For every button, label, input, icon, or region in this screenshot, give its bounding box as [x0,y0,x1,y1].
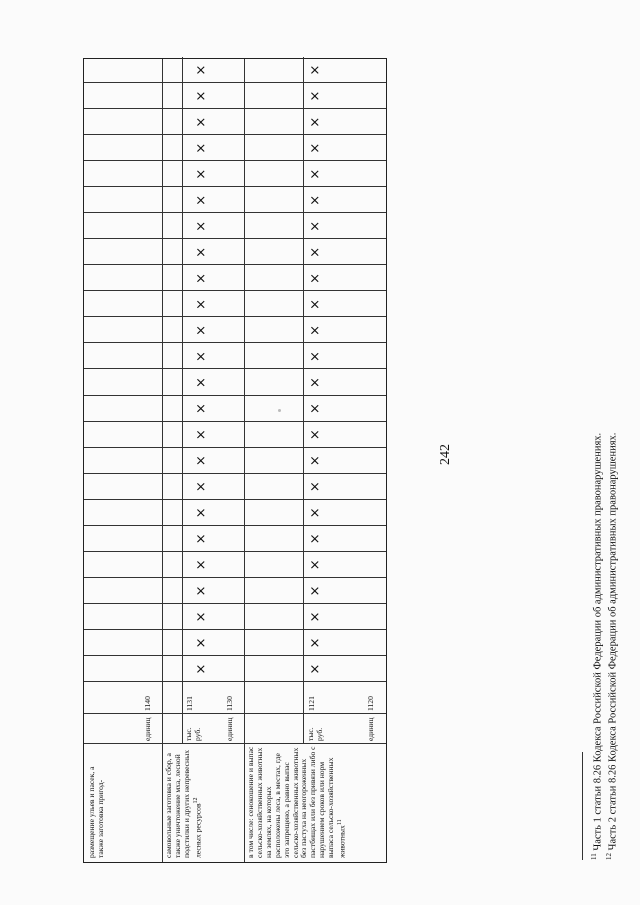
row1121-cross-mark: × [308,246,323,258]
data-column-divider [84,108,386,109]
data-column-divider [84,395,386,396]
scan-speck [278,409,281,412]
row1131-cross-mark: × [194,351,209,362]
data-column-divider [84,473,386,474]
row1131-cross-mark: × [194,403,209,415]
column-divider [84,681,386,682]
footnote-12-text: Часть 2 статьи 8.26 Кодекса Российской Федерации об административных правонарушениях. [607,432,619,851]
data-column-divider [84,342,386,343]
row1131-cross-mark: × [194,533,209,545]
row-1120-label: в том числе: сенокошение и выпас сельско-хозяйственных животных на землях, на которых расположены леса, в местах, где это запрещено, а равно выпас сельско-хозяйственных животных без пастуха на неогороженных пастбищах или без привязи либо с нарушением сроков или норм выпаса сельско-хозяйственных животных$^{11}$ [246,746,347,858]
row1121-cross-mark: × [308,533,323,545]
data-column-divider [84,212,386,213]
row1131-cross-mark: × [194,220,209,232]
column-divider [84,743,386,744]
row1131-cross-mark: × [194,663,209,675]
row1131-cross-mark: × [194,637,209,649]
footnote-11 [590,433,604,860]
row-1130-label: самовольные заготовка и сбор, а также уничтожение мха, лесной подстилки и других непревесных лесных ресурсов$^{12}$ [164,750,203,858]
footnote-separator [582,752,583,860]
row-1121-code: 1121 [307,696,316,711]
row1121-cross-mark: × [308,663,323,675]
row-1130-code: 1130 [225,696,234,711]
data-column-divider [84,629,386,630]
row-1140-unit: единиц [143,717,152,741]
row-1120-code: 1120 [366,696,375,711]
row1131-cross-mark: × [194,507,209,519]
row1131-cross-mark: × [194,481,209,493]
subrow-divider [303,57,304,744]
data-column-divider [84,369,386,370]
page-number: 242 [438,444,453,465]
row-1140-code: 1140 [143,696,152,711]
row1121-cross-mark: × [308,298,323,310]
footnote-11-text: Часть 1 статьи 8.26 Кодекса Российской Федерации об административных правонарушениях. [592,432,604,851]
row-1140-label: размещение ульев и пасек, а также заготовка пригод- [87,766,105,858]
row1131-cross-mark: × [194,377,209,388]
row-1130-unit: единиц [225,717,234,741]
row1121-cross-mark: × [308,194,323,206]
row1131-cross-mark: × [194,455,209,467]
row-1120-unit: единиц [366,717,375,741]
row1121-cross-mark: × [308,351,323,362]
data-column-divider [84,316,386,317]
row1121-cross-mark: × [308,220,323,232]
row1121-cross-mark: × [308,403,323,415]
row1121-cross-mark: × [308,585,323,597]
row1131-cross-mark: × [194,64,209,76]
data-column-divider [84,160,386,161]
row1121-cross-mark: × [308,324,323,336]
row1131-cross-mark: × [194,116,209,128]
footnote-11-number: 11 [590,853,598,860]
row1131-cross-mark: × [194,272,209,284]
data-column-divider [84,290,386,291]
row1121-cross-mark: × [308,272,323,284]
footnote-12-number: 12 [605,853,613,860]
data-column-divider [84,447,386,448]
row1121-cross-mark: × [308,377,323,388]
row1131-cross-mark: × [194,90,209,102]
row1131-cross-mark: × [194,194,209,206]
data-column-divider [84,421,386,422]
row-1130-label-note: 12 [192,797,199,804]
data-column-divider [84,238,386,239]
row1121-cross-mark: × [308,455,323,467]
data-column-divider [84,577,386,578]
row1121-cross-mark: × [308,116,323,128]
row1121-cross-mark: × [308,481,323,493]
row1131-cross-mark: × [194,611,209,623]
data-column-divider [84,525,386,526]
row-1120-label-note: 11 [337,819,344,826]
row1131-cross-mark: × [194,246,209,258]
row1121-cross-mark: × [308,637,323,649]
data-column-divider [84,134,386,135]
row1121-cross-mark: × [308,611,323,623]
data-column-divider [84,499,386,500]
subrow-divider [182,57,183,744]
data-column-divider [84,603,386,604]
report-table [83,58,387,863]
row1121-cross-mark: × [308,168,323,180]
row1121-cross-mark: × [308,64,323,76]
row-1121-unit: тыс. руб. [306,727,324,741]
data-column-divider [84,82,386,83]
row1121-cross-mark: × [308,142,323,154]
row1131-cross-mark: × [194,559,209,571]
row1121-cross-mark: × [308,559,323,571]
row1121-cross-mark: × [308,429,323,441]
row-divider [244,59,245,862]
row-1131-code: 1131 [185,696,194,711]
data-column-divider [84,551,386,552]
row1121-cross-mark: × [308,507,323,519]
row1131-cross-mark: × [194,324,209,336]
row1131-cross-mark: × [194,298,209,310]
footnote-12 [605,433,619,860]
row1131-cross-mark: × [194,168,209,180]
row-1131-unit: тыс. руб. [184,727,202,741]
data-column-divider [84,264,386,265]
data-column-divider [84,186,386,187]
data-column-divider [84,655,386,656]
row1131-cross-mark: × [194,142,209,154]
row1131-cross-mark: × [194,429,209,441]
row1121-cross-mark: × [308,90,323,102]
row1131-cross-mark: × [194,585,209,597]
row-divider [162,59,163,862]
